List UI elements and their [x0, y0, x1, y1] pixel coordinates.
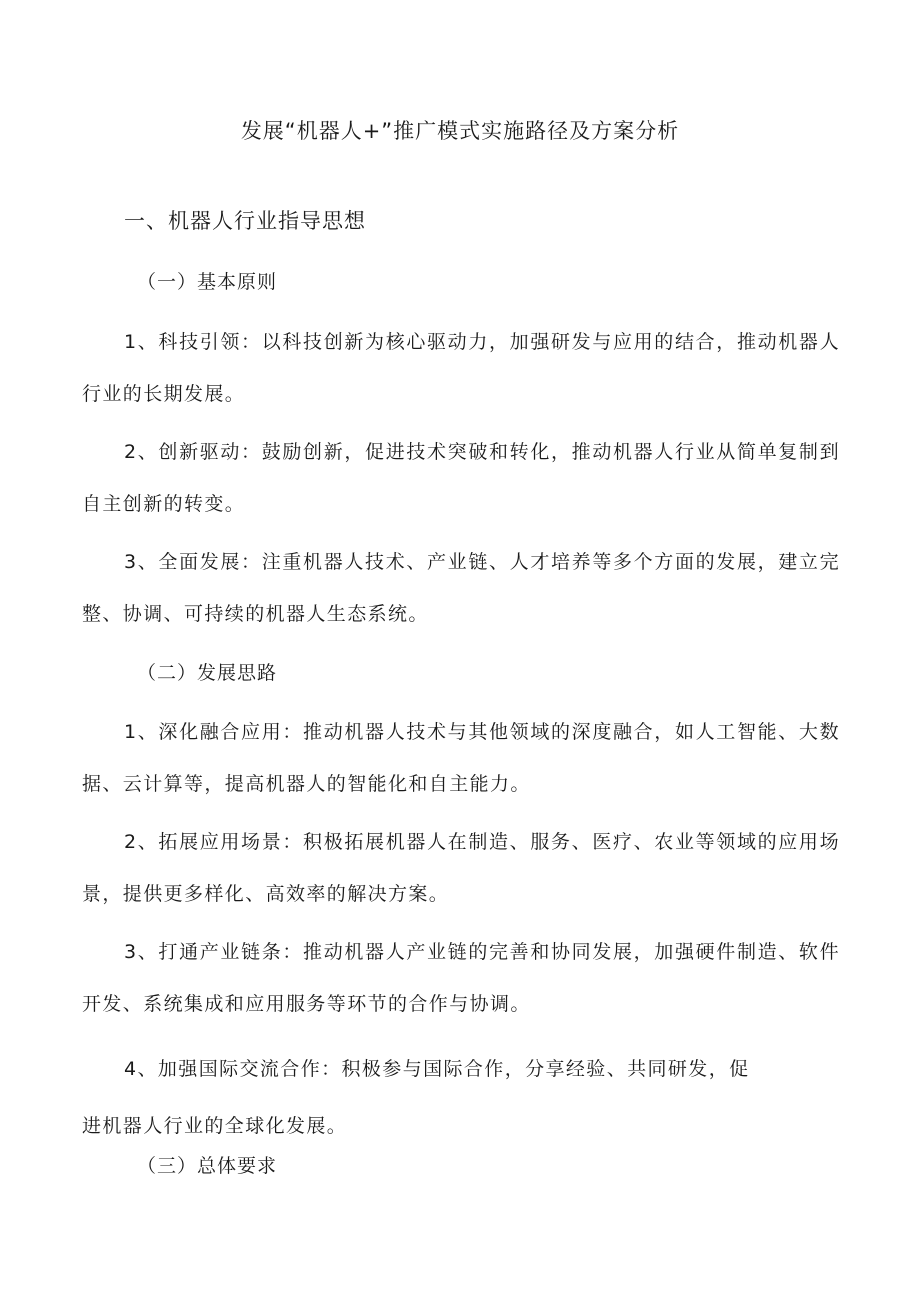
- section-heading-1: 一、机器人行业指导思想: [124, 209, 366, 233]
- subsection-heading-development-ideas: （二）发展思路: [137, 662, 278, 684]
- paragraph-principle-3: 3、全面发展：注重机器人技术、产业链、人才培养等多个方面的发展，建立完整、协调、可持续的机器人生态系统。: [82, 551, 840, 625]
- paragraph-principle-2: 2、创新驱动：鼓励创新，促进技术突破和转化，推动机器人行业从简单复制到自主创新的转变。: [82, 441, 840, 515]
- paragraph-idea-4-line-1: 4、加强国际交流合作：积极参与国际合作，分享经验、共同研发，促: [124, 1058, 750, 1080]
- paragraph-idea-1: 1、深化融合应用：推动机器人技术与其他领域的深度融合，如人工智能、大数据、云计算等，提高机器人的智能化和自主能力。: [82, 721, 840, 795]
- paragraph-idea-4-line-2: 进机器人行业的全球化发展。: [82, 1115, 348, 1137]
- paragraph-principle-1: 1、科技引领：以科技创新为核心驱动力，加强研发与应用的结合，推动机器人行业的长期发展。: [82, 331, 840, 405]
- paragraph-idea-2: 2、拓展应用场景：积极拓展机器人在制造、服务、医疗、农业等领域的应用场景，提供更多样化、高效率的解决方案。: [82, 831, 840, 905]
- subsection-heading-basic-principles: （一）基本原则: [137, 271, 278, 293]
- subsection-heading-overall-requirements: （三）总体要求: [137, 1155, 278, 1177]
- document-title: 发展“机器人+”推广模式实施路径及方案分析: [240, 119, 680, 143]
- paragraph-idea-3: 3、打通产业链条：推动机器人产业链的完善和协同发展，加强硬件制造、软件开发、系统集成和应用服务等环节的合作与协调。: [82, 941, 840, 1015]
